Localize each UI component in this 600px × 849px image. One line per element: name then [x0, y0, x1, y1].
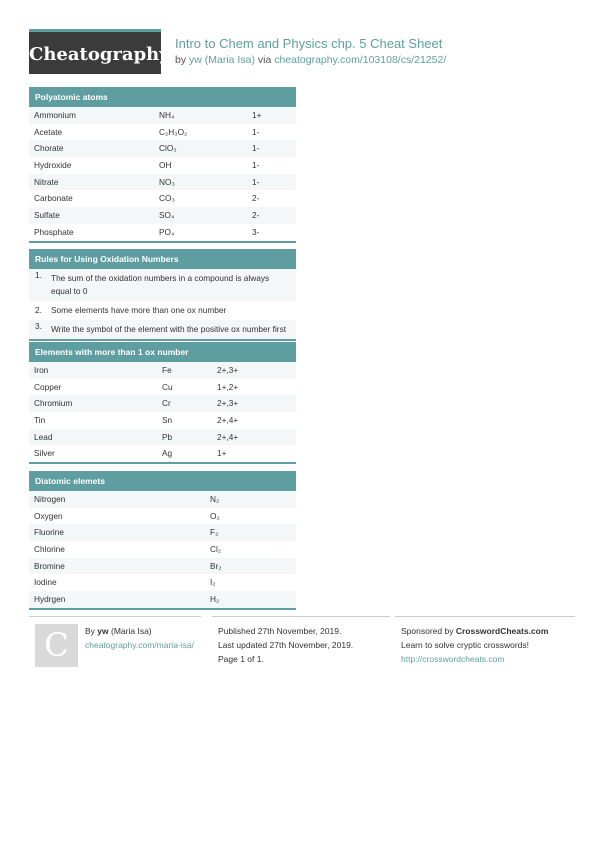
sponsor-line	[401, 624, 575, 638]
table-cell: Pb	[162, 431, 173, 442]
table-cell: Br₂	[210, 560, 222, 571]
section-divider	[29, 462, 296, 464]
table-cell: 3-	[252, 226, 260, 237]
table-cell: Nitrate	[34, 176, 59, 187]
sponsor-link[interactable]: http://crosswordcheats.com	[401, 654, 505, 664]
table-row	[29, 591, 296, 608]
table-cell: C₂H₃O₂	[159, 126, 188, 137]
page-number: Page 1 of 1.	[218, 654, 264, 664]
sheet-url-link[interactable]: cheatography.com/103108/cs/21252/	[274, 54, 447, 66]
rules-list	[29, 269, 296, 339]
table-row	[29, 429, 296, 446]
via-label: via	[257, 54, 272, 66]
table-cell: OH	[159, 160, 172, 171]
table-cell: Cu	[162, 381, 173, 392]
table-cell: Bromine	[34, 560, 65, 571]
table-row	[29, 107, 296, 124]
table-cell: Oxygen	[34, 510, 63, 521]
table-row	[29, 224, 296, 241]
list-item-number: 1.	[35, 270, 42, 280]
table-cell: Iron	[34, 365, 49, 375]
table-row	[29, 207, 296, 224]
table-cell: 1-	[252, 126, 260, 137]
table-cell: NH₄	[159, 110, 175, 120]
list-item	[29, 269, 296, 301]
table-cell: Chromium	[34, 398, 73, 409]
list-item-text: Some elements have more than one ox number	[51, 305, 227, 315]
table-cell: 2+,3+	[217, 398, 239, 409]
table-cell: Chlorine	[34, 544, 65, 555]
table-cell: Iodine	[34, 577, 57, 588]
footer-author-realname: (Maria Isa)	[111, 626, 152, 636]
multi-ox-section	[29, 342, 296, 464]
table-row	[29, 140, 296, 157]
table-cell: Ammonium	[34, 110, 76, 120]
section-heading: Polyatomic atoms	[29, 87, 296, 107]
table-cell: I₂	[210, 577, 216, 588]
list-item	[29, 301, 296, 320]
table-row	[29, 395, 296, 412]
section-divider	[29, 241, 296, 243]
table-cell: F₂	[210, 527, 219, 538]
table-cell: 1-	[252, 143, 260, 154]
table-cell: Acetate	[34, 126, 63, 137]
cheatography-logo[interactable]: Cheatography	[29, 29, 161, 74]
table-cell: 1+	[217, 448, 227, 459]
table-cell: Silver	[34, 448, 55, 459]
section-heading: Elements with more than 1 ox number	[29, 342, 296, 362]
table-cell: Ag	[162, 448, 173, 459]
footer-dates	[212, 616, 390, 666]
table-cell: Hydroxide	[34, 160, 72, 171]
diatomic-section	[29, 471, 296, 610]
table-row	[29, 190, 296, 207]
table-cell: H₂	[210, 594, 220, 605]
table-cell: CO₃	[159, 193, 175, 204]
section-heading: Rules for Using Oxidation Numbers	[29, 249, 296, 269]
avatar[interactable]: C	[35, 624, 78, 667]
table-cell: 2+,4+	[217, 415, 239, 426]
table-cell: Tin	[34, 415, 46, 426]
table-row	[29, 157, 296, 174]
page-title: Intro to Chem and Physics chp. 5 Cheat Sheet	[175, 36, 443, 51]
table-cell: SO₄	[159, 210, 175, 221]
table-row	[29, 445, 296, 462]
table-cell: 2-	[252, 210, 260, 221]
table-cell: 2-	[252, 193, 260, 204]
table-cell: O₂	[210, 510, 220, 521]
table-row	[29, 508, 296, 525]
profile-link[interactable]: cheatography.com/maria-isa/	[85, 640, 194, 650]
table-cell: PO₄	[159, 226, 175, 237]
table-cell: Hydrgen	[34, 594, 66, 605]
list-item	[29, 320, 296, 339]
section-heading: Diatomic elemets	[29, 471, 296, 491]
section-divider	[29, 339, 296, 341]
byline	[175, 54, 446, 66]
table-row	[29, 524, 296, 541]
table-row	[29, 558, 296, 575]
section-divider	[29, 608, 296, 610]
table-cell: Phosphate	[34, 226, 74, 237]
diatomic-table	[29, 491, 296, 608]
sponsor-name[interactable]: CrosswordCheats.com	[455, 626, 549, 636]
by-label: by	[175, 54, 187, 66]
author-link[interactable]: yw (Maria Isa)	[189, 54, 255, 66]
table-row	[29, 491, 296, 508]
table-cell: 2+,3+	[217, 365, 239, 375]
sponsor-text: Learn to solve cryptic crosswords!	[401, 640, 530, 650]
table-cell: Sulfate	[34, 210, 60, 221]
table-row	[29, 412, 296, 429]
table-cell: Sn	[162, 415, 173, 426]
table-row	[29, 362, 296, 379]
table-cell: 1+,2+	[217, 381, 239, 392]
published-date: Published 27th November, 2019.	[218, 626, 342, 636]
table-row	[29, 379, 296, 396]
list-item-text: The sum of the oxidation numbers in a compound is always equal to 0	[51, 273, 270, 296]
table-row	[29, 124, 296, 141]
table-cell: 1-	[252, 176, 260, 187]
table-cell: 2+,4+	[217, 431, 239, 442]
table-cell: Fluorine	[34, 527, 64, 538]
list-item-number: 3.	[35, 321, 42, 331]
updated-date: Last updated 27th November, 2019.	[218, 640, 354, 650]
rules-section	[29, 249, 296, 341]
table-cell: Cr	[162, 398, 171, 409]
table-row	[29, 541, 296, 558]
list-item-text: Write the symbol of the element with the positive ox number first	[51, 324, 287, 334]
table-row	[29, 574, 296, 591]
table-cell: NO₃	[159, 176, 175, 187]
table-cell: Fe	[162, 365, 172, 375]
footer-author-name[interactable]: yw	[97, 626, 109, 636]
footer-by-label: By	[85, 626, 95, 636]
multi-ox-table	[29, 362, 296, 462]
table-cell: N₂	[210, 494, 220, 504]
sponsor-prefix: Sponsored by	[401, 626, 454, 636]
table-cell: ClO₃	[159, 143, 177, 154]
table-cell: Lead	[34, 431, 53, 442]
footer-author	[29, 616, 201, 684]
table-cell: Carbonate	[34, 193, 73, 204]
list-item-number: 2.	[35, 305, 42, 315]
table-cell: 1-	[252, 160, 260, 171]
table-cell: Copper	[34, 381, 62, 392]
footer-sponsor	[395, 616, 575, 666]
table-cell: Chorate	[34, 143, 64, 154]
table-cell: 1+	[252, 110, 262, 120]
polyatomic-section	[29, 87, 296, 243]
polyatomic-table	[29, 107, 296, 241]
table-cell: Nitrogen	[34, 494, 66, 504]
table-row	[29, 174, 296, 191]
table-cell: Cl₂	[210, 544, 222, 555]
